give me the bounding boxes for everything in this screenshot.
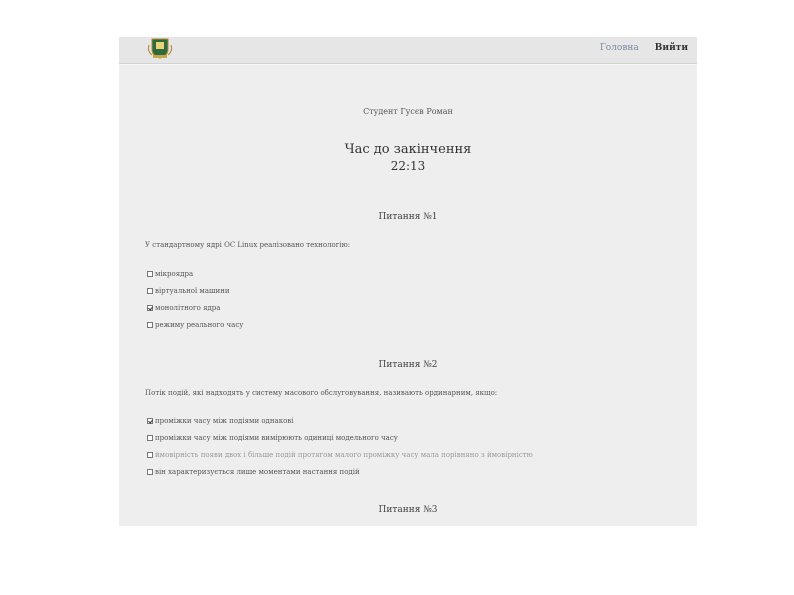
question-1-text: У стандартному ядрі ОС Linux реалізовано технологію: <box>145 241 351 249</box>
nav-home-link[interactable]: Головна <box>599 43 639 53</box>
checkbox[interactable] <box>147 271 153 277</box>
question-2-option-1[interactable] <box>147 417 293 425</box>
option-label: проміжки часу між подіями вимірюють одиниці модельного часу <box>155 434 398 442</box>
option-label: монолітного ядра <box>155 304 221 312</box>
checkbox[interactable] <box>147 322 153 328</box>
timer-label: Час до закінчення <box>344 142 472 157</box>
option-label: віртуальної машини <box>155 287 230 295</box>
question-2-option-3[interactable] <box>147 451 533 459</box>
option-label: він характеризується лише моментами настання подій <box>155 468 360 476</box>
checkbox[interactable] <box>147 288 153 294</box>
option-label: мікроядра <box>155 270 194 278</box>
page-frame <box>119 37 697 526</box>
timer-value: 22:13 <box>390 159 426 173</box>
logout-link[interactable]: Вийти <box>654 43 688 53</box>
top-navbar <box>119 37 697 64</box>
question-1-option-2[interactable] <box>147 287 230 295</box>
question-2-text: Потік подій, які надходять у систему масового обслуговування, називають ординарним, якщо: <box>145 389 498 397</box>
option-label: проміжки часу між подіями однакові <box>155 417 294 425</box>
question-2-title: Питання №2 <box>378 360 438 370</box>
option-label: ймовірність появи двох і більше подій протягом малого проміжку часу мала порівняно з ймовірністю <box>155 451 533 459</box>
student-name: Студент Гусєв Роман <box>363 107 453 116</box>
checkbox[interactable] <box>147 435 153 441</box>
question-2-option-4[interactable] <box>147 468 360 476</box>
top-nav <box>600 43 688 53</box>
university-logo-icon[interactable] <box>146 37 174 59</box>
option-label: режиму реального часу <box>155 321 244 329</box>
question-2-option-2[interactable] <box>147 434 398 442</box>
question-1-option-4[interactable] <box>147 321 243 329</box>
checkbox[interactable] <box>147 469 153 475</box>
question-1-option-3[interactable] <box>147 304 220 312</box>
question-1-option-1[interactable] <box>147 270 193 278</box>
checkbox[interactable] <box>147 452 153 458</box>
question-1-title: Питання №1 <box>378 212 438 222</box>
checkbox-checked[interactable] <box>147 305 153 311</box>
checkbox-checked[interactable] <box>147 418 153 424</box>
question-3-title: Питання №3 <box>378 505 438 515</box>
